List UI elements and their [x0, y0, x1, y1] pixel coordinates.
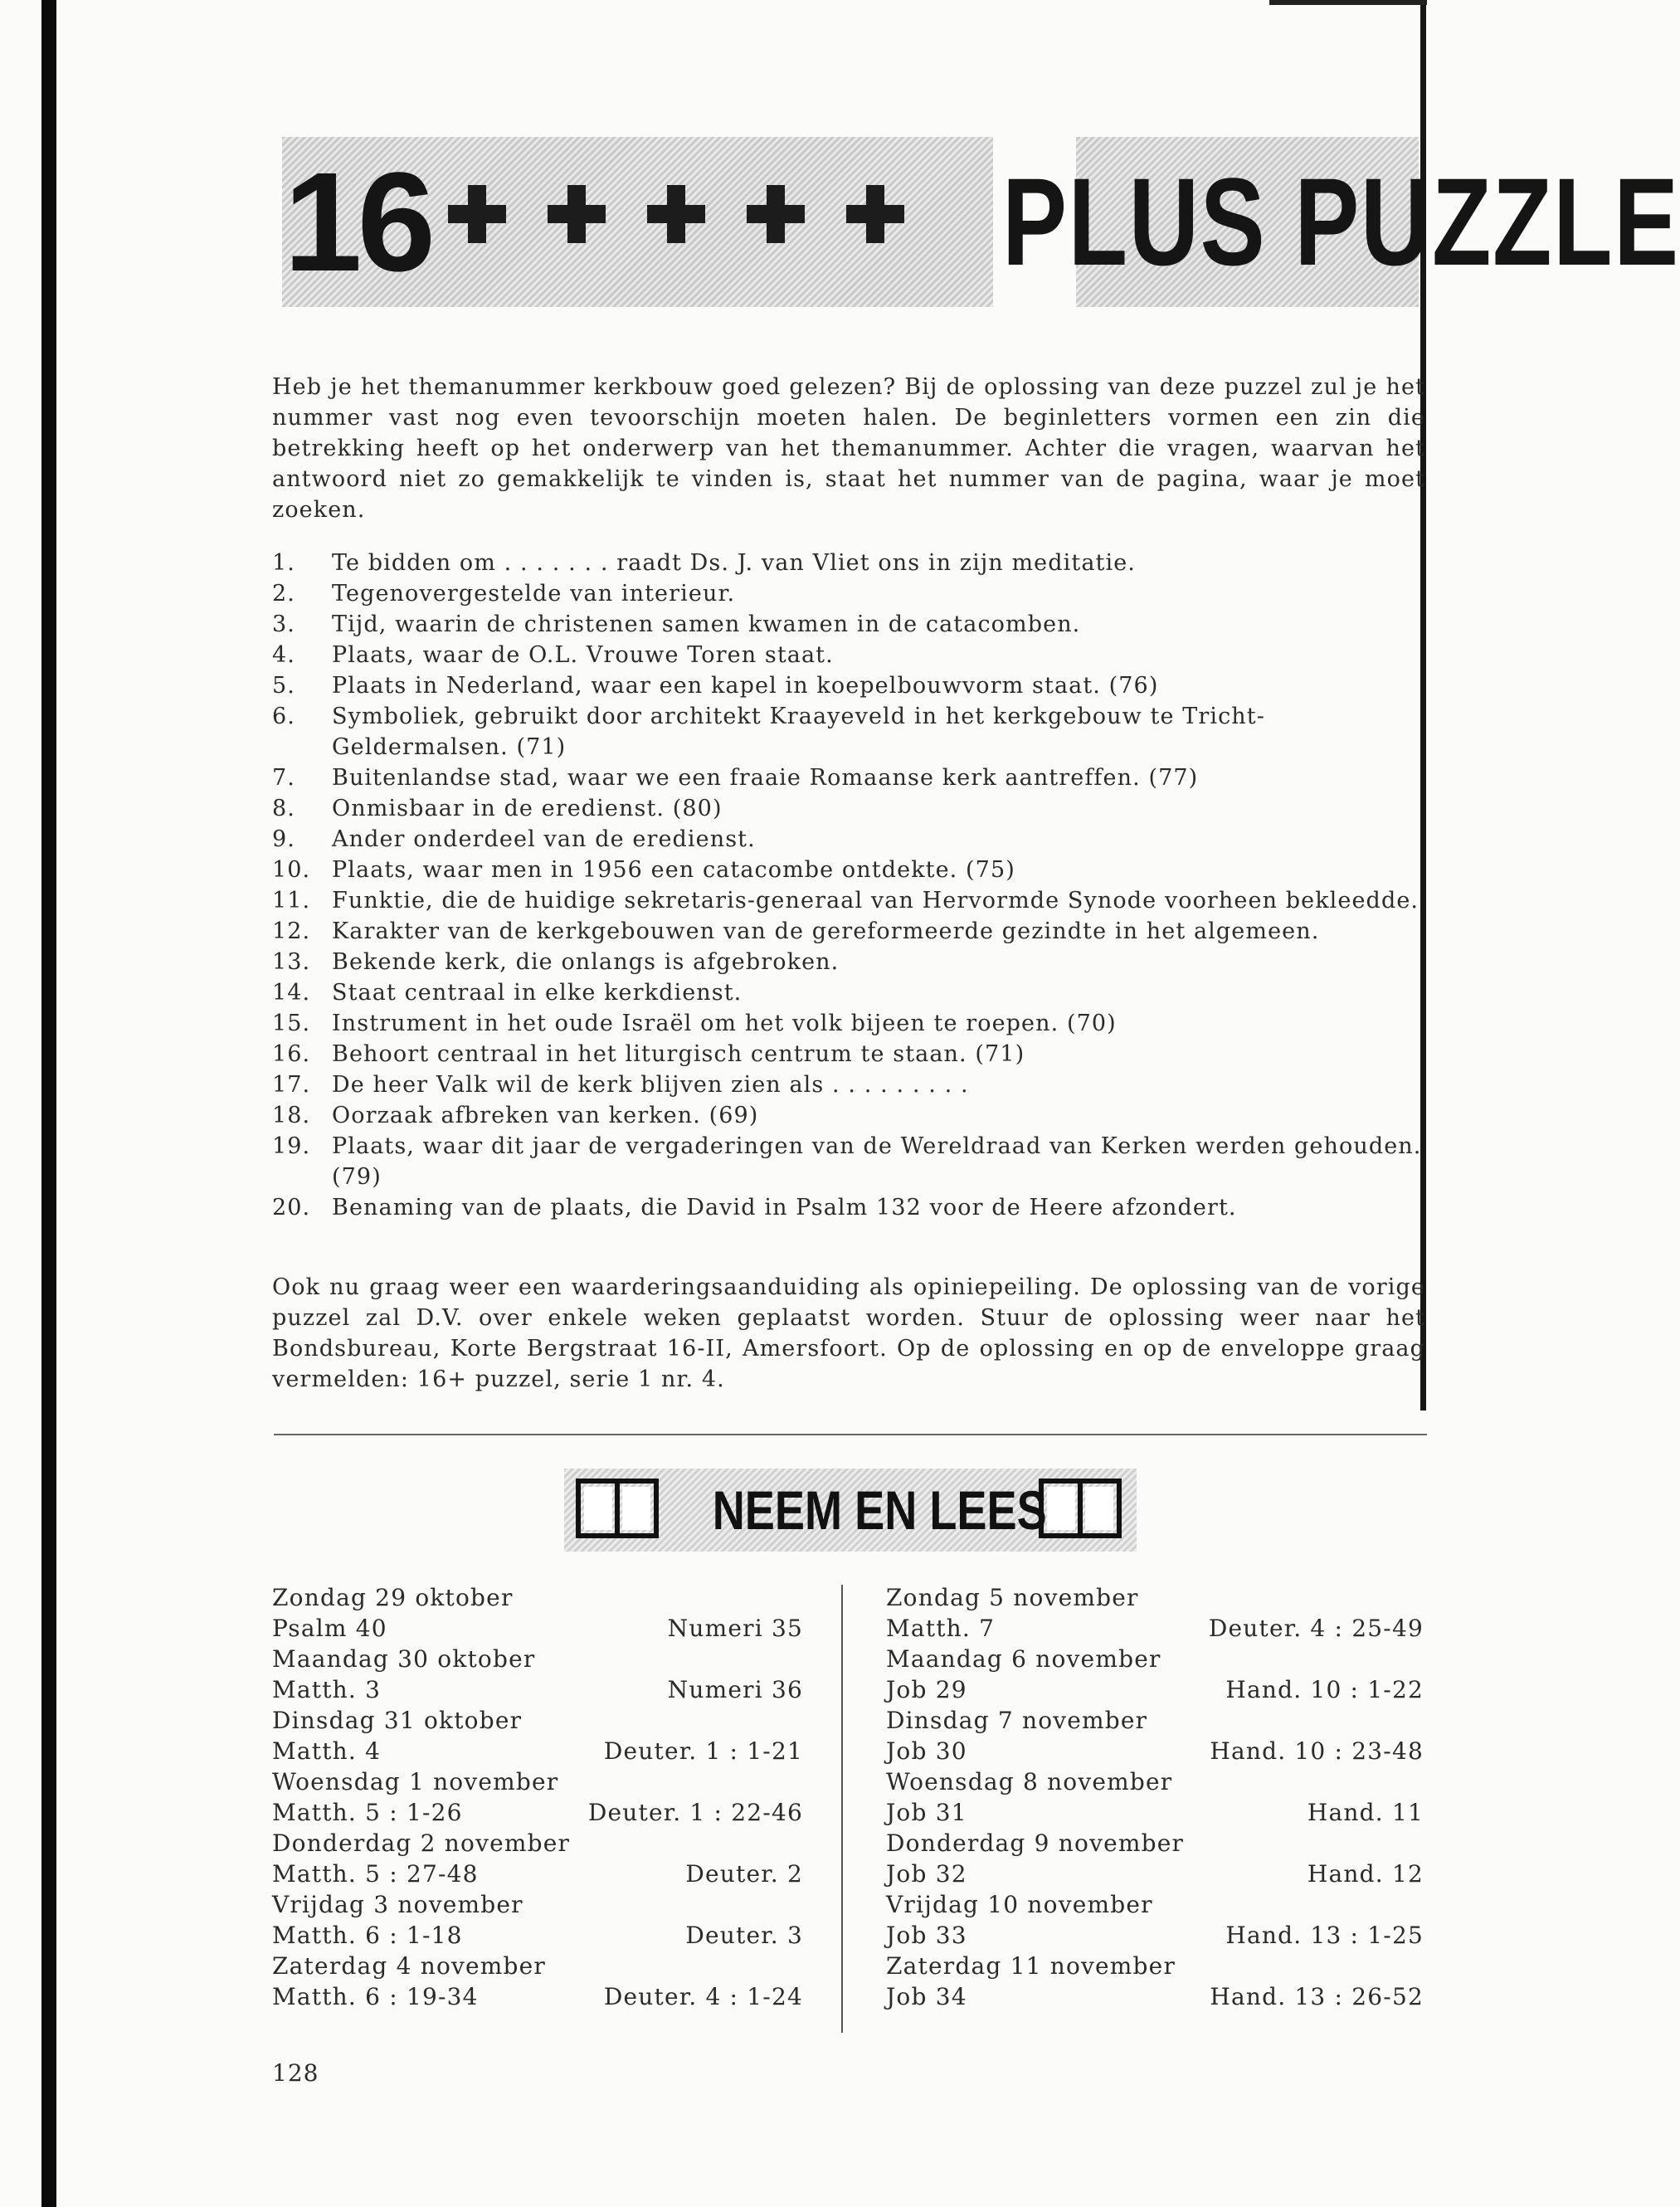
question-number: 14.	[272, 980, 311, 1006]
reading-day: Maandag 6 november	[886, 1645, 1161, 1673]
reading-passage: Job 32	[886, 1860, 967, 1888]
question-item	[272, 1192, 1425, 1223]
reading-row	[886, 1736, 1424, 1766]
question-item	[272, 1131, 1425, 1192]
question-number: 15.	[272, 1011, 311, 1036]
question-item	[272, 578, 1425, 609]
reading-day: Vrijdag 10 november	[886, 1891, 1153, 1918]
reading-row	[886, 1674, 1424, 1705]
reading-row	[886, 1797, 1424, 1828]
reading-passage: Job 29	[886, 1676, 967, 1703]
puzzle-banner	[282, 137, 1680, 307]
question-text: Plaats, waar de O.L. Vrouwe Toren staat.	[332, 642, 834, 668]
question-item	[272, 1100, 1425, 1131]
reading-passage: Deuter. 1 : 1-21	[603, 1737, 803, 1765]
question-number: 2.	[272, 581, 295, 607]
question-number: 7.	[272, 765, 295, 791]
question-text: Staat centraal in elke kerkdienst.	[332, 980, 743, 1006]
question-text: Ander onderdeel van de eredienst.	[332, 826, 756, 852]
plus-icon	[448, 185, 506, 243]
question-number: 19.	[272, 1133, 311, 1159]
reading-column-left	[272, 1582, 803, 2012]
question-text: Bekende kerk, die onlangs is afgebroken.	[332, 949, 840, 975]
reading-row	[272, 1797, 803, 1828]
question-item	[272, 977, 1425, 1008]
reading-passage: Hand. 13 : 1-25	[1225, 1922, 1424, 1949]
question-number: 8.	[272, 796, 295, 821]
question-item	[272, 762, 1425, 793]
reading-passage: Job 33	[886, 1922, 967, 1949]
question-number: 11.	[272, 888, 311, 913]
question-number: 10.	[272, 857, 311, 883]
reading-passage: Deuter. 4 : 1-24	[603, 1983, 803, 2010]
reading-passage: Numeri 36	[667, 1676, 803, 1703]
question-text: Benaming van de plaats, die David in Psalm 132 voor de Heere afzondert.	[332, 1195, 1237, 1220]
reading-day: Vrijdag 3 november	[272, 1891, 523, 1918]
question-number: 12.	[272, 918, 311, 944]
question-text: Oorzaak afbreken van kerken. (69)	[332, 1103, 759, 1128]
reading-row	[272, 1736, 803, 1766]
question-item	[272, 548, 1425, 578]
reading-passage: Hand. 13 : 26-52	[1210, 1983, 1424, 2010]
question-text: De heer Valk wil de kerk blijven zien als . . . . . . . . .	[332, 1072, 969, 1098]
reading-passage: Hand. 12	[1307, 1860, 1424, 1888]
question-text: Tegenovergestelde van interieur.	[332, 581, 736, 607]
reading-day: Zondag 29 oktober	[272, 1584, 514, 1611]
page-number: 128	[272, 2059, 319, 2087]
question-item	[272, 1008, 1425, 1039]
reading-row	[272, 1613, 803, 1644]
question-text: Behoort centraal in het liturgisch centrum te staan. (71)	[332, 1041, 1025, 1067]
reading-column-right	[886, 1582, 1424, 2012]
reading-day: Woensdag 8 november	[886, 1768, 1173, 1795]
reading-row	[886, 1920, 1424, 1951]
question-item	[272, 1069, 1425, 1100]
reading-passage: Job 34	[886, 1983, 967, 2010]
question-item	[272, 824, 1425, 855]
column-divider	[841, 1585, 843, 2033]
reading-passage: Deuter. 2	[685, 1860, 803, 1888]
reading-row	[272, 1981, 803, 2012]
reading-row	[886, 1981, 1424, 2012]
section-divider	[274, 1434, 1427, 1435]
question-number: 17.	[272, 1072, 311, 1098]
scan-edge-left	[41, 0, 56, 2207]
reading-day: Woensdag 1 november	[272, 1768, 559, 1795]
reading-passage: Numeri 35	[667, 1615, 803, 1642]
question-number: 18.	[272, 1103, 311, 1128]
reading-day: Dinsdag 31 oktober	[272, 1707, 523, 1734]
intro-text: Heb je het themanummer kerkbouw goed gelezen? Bij de oplossing van deze puzzel zul je het nummer vast nog even tevoorschijn moeten halen. De beginletters vormen een zin die betrekking heeft op het onderwerp van het themanummer. Achter die vragen, waarvan het antwoord niet zo gemakkelijk te vinden is, staat het nummer van de pagina, waar je moet zoeken.	[272, 374, 1425, 523]
question-number: 13.	[272, 949, 311, 975]
question-item	[272, 916, 1425, 947]
reading-passage: Job 30	[886, 1737, 967, 1765]
question-number: 9.	[272, 826, 295, 852]
banner-number: 16	[284, 144, 431, 301]
banner-title: PLUS PUZZLE	[1002, 152, 1680, 291]
reading-day: Dinsdag 7 november	[886, 1707, 1148, 1734]
question-item	[272, 609, 1425, 640]
question-text: Symboliek, gebruikt door architekt Kraayeveld in het kerkgebouw te Tricht-Geldermalsen. (71)	[332, 704, 1265, 760]
reading-day: Donderdag 2 november	[272, 1829, 571, 1857]
open-book-icon	[1039, 1479, 1122, 1538]
question-item	[272, 640, 1425, 670]
question-item	[272, 855, 1425, 885]
reading-passage: Job 31	[886, 1799, 967, 1826]
question-item	[272, 1039, 1425, 1069]
plus-icon	[548, 185, 606, 243]
reading-plan-banner	[564, 1469, 1137, 1552]
reading-passage: Matth. 6 : 19-34	[272, 1983, 479, 2010]
question-number: 6.	[272, 704, 295, 729]
reading-day: Donderdag 9 november	[886, 1829, 1185, 1857]
reading-row	[886, 1859, 1424, 1889]
question-number: 1.	[272, 550, 295, 576]
reading-day: Maandag 30 oktober	[272, 1645, 536, 1673]
question-item	[272, 793, 1425, 824]
question-item	[272, 947, 1425, 977]
reading-day: Zaterdag 11 november	[886, 1952, 1176, 1980]
question-text: Instrument in het oude Israël om het volk bijeen te roepen. (70)	[332, 1011, 1117, 1036]
reading-row	[886, 1613, 1424, 1644]
question-number: 20.	[272, 1195, 311, 1220]
question-list	[272, 548, 1425, 1223]
plus-icon	[747, 185, 805, 243]
reading-passage: Matth. 7	[886, 1615, 996, 1642]
question-text: Plaats, waar dit jaar de vergaderingen van de Wereldraad van Kerken werden gehouden. (79)	[332, 1133, 1422, 1190]
open-book-icon	[576, 1479, 659, 1538]
reading-passage: Matth. 5 : 1-26	[272, 1799, 463, 1826]
question-text: Te bidden om . . . . . . . raadt Ds. J. van Vliet ons in zijn meditatie.	[332, 550, 1136, 576]
reading-passage: Hand. 10 : 1-22	[1225, 1676, 1424, 1703]
reading-passage: Matth. 3	[272, 1676, 382, 1703]
scan-edge-top	[1269, 0, 1427, 5]
question-number: 4.	[272, 642, 295, 668]
question-number: 5.	[272, 673, 295, 699]
question-text: Tijd, waarin de christenen samen kwamen in de catacomben.	[332, 611, 1081, 637]
reading-passage: Matth. 6 : 1-18	[272, 1922, 463, 1949]
reading-passage: Deuter. 1 : 22-46	[587, 1799, 803, 1826]
reading-passage: Hand. 10 : 23-48	[1210, 1737, 1424, 1765]
reading-passage: Psalm 40	[272, 1615, 387, 1642]
reading-day: Zaterdag 4 november	[272, 1952, 547, 1980]
reading-passage: Matth. 4	[272, 1737, 382, 1765]
question-item	[272, 885, 1425, 916]
plus-icon	[647, 185, 705, 243]
question-text: Plaats, waar men in 1956 een catacombe ontdekte. (75)	[332, 857, 1015, 883]
question-text: Plaats in Nederland, waar een kapel in koepelbouwvorm staat. (76)	[332, 673, 1159, 699]
question-text: Funktie, die de huidige sekretaris-generaal van Hervormde Synode voorheen bekleedde.	[332, 888, 1419, 913]
plus-icon	[846, 185, 904, 243]
reading-row	[272, 1674, 803, 1705]
reading-row	[272, 1920, 803, 1951]
reading-day: Zondag 5 november	[886, 1584, 1139, 1611]
reading-plan-title: NEEM EN LEES	[712, 1479, 1047, 1541]
question-item	[272, 701, 1425, 762]
question-text: Buitenlandse stad, waar we een fraaie Romaanse kerk aantreffen. (77)	[332, 765, 1199, 791]
reading-passage: Hand. 11	[1307, 1799, 1424, 1826]
reading-passage: Deuter. 3	[685, 1922, 803, 1949]
intro-paragraph	[272, 372, 1425, 525]
question-text: Onmisbaar in de eredienst. (80)	[332, 796, 723, 821]
reading-passage: Deuter. 4 : 25-49	[1208, 1615, 1424, 1642]
question-text: Karakter van de kerkgebouwen van de gereformeerde gezindte in het algemeen.	[332, 918, 1320, 944]
question-number: 3.	[272, 611, 295, 637]
reading-passage: Matth. 5 : 27-48	[272, 1860, 479, 1888]
question-item	[272, 670, 1425, 701]
question-number: 16.	[272, 1041, 311, 1067]
submission-instructions: Ook nu graag weer een waarderingsaanduiding als opiniepeiling. De oplossing van de vorige puzzel zal D.V. over enkele weken geplaatst worden. Stuur de oplossing weer naar het Bondsbureau, Korte Bergstraat 16-II, Amersfoort. Op de oplossing en op de enveloppe graag vermelden: 16+ puzzel, serie 1 nr. 4.	[272, 1274, 1425, 1392]
reading-row	[272, 1859, 803, 1889]
